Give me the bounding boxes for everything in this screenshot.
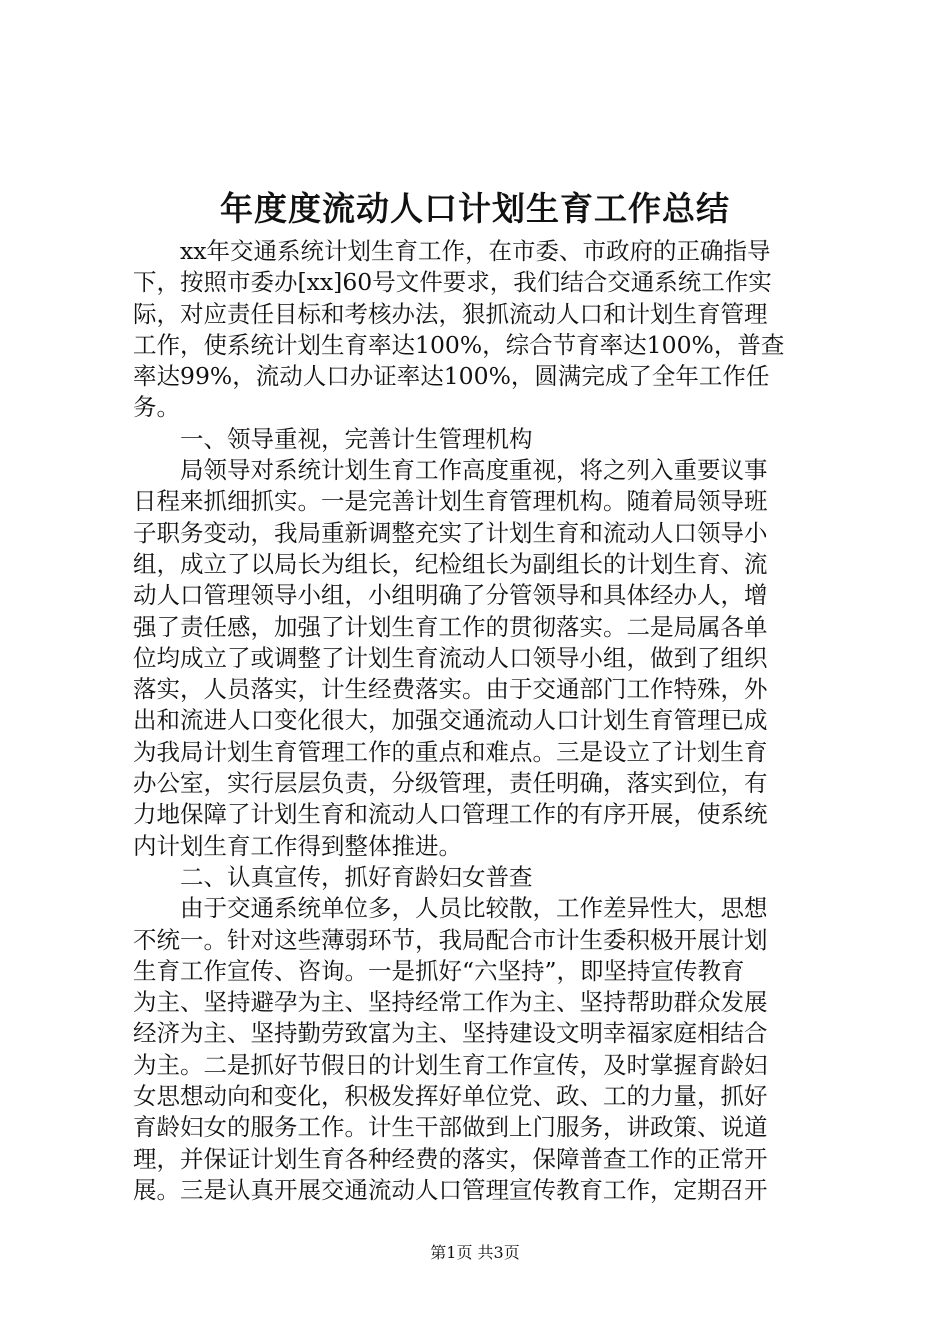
text-line: 际，对应责任目标和考核办法，狠抓流动人口和计划生育管理 — [133, 299, 768, 328]
text-line: 子职务变动，我局重新调整充实了计划生育和流动人口领导小 — [133, 518, 768, 547]
text-line: 强了责任感，加强了计划生育工作的贯彻落实。二是局属各单 — [133, 612, 768, 641]
text-line: 内计划生育工作得到整体推进。 — [133, 831, 462, 860]
text-line: 下，按照市委办[xx]60号文件要求，我们结合交通系统工作实 — [133, 268, 772, 297]
text-line: 理，并保证计划生育各种经费的落实，保障普查工作的正常开 — [133, 1144, 768, 1173]
document-title: 年度度流动人口计划生育工作总结 — [220, 189, 730, 228]
text-line: 动人口管理领导小组，小组明确了分管领导和具体经办人，增 — [133, 581, 768, 610]
text-line: 位均成立了或调整了计划生育流动人口领导小组，做到了组织 — [133, 643, 768, 672]
text-line: 为我局计划生育管理工作的重点和难点。三是设立了计划生育 — [133, 737, 768, 766]
page-footer: 第1页 共3页 — [430, 1243, 520, 1262]
text-line: 组，成立了以局长为组长，纪检组长为副组长的计划生育、流 — [133, 549, 768, 578]
text-line: 由于交通系统单位多，人员比较散，工作差异性大，思想 — [133, 894, 768, 923]
text-line: 办公室，实行层层负责，分级管理，责任明确，落实到位，有 — [133, 769, 768, 798]
text-line: 为主。二是抓好节假日的计划生育工作宣传，及时掌握育龄妇 — [133, 1050, 768, 1079]
text-line: 日程来抓细抓实。一是完善计划生育管理机构。随着局领导班 — [133, 487, 768, 516]
text-line: 展。三是认真开展交通流动人口管理宣传教育工作，定期召开 — [133, 1175, 768, 1204]
text-line: 局领导对系统计划生育工作高度重视，将之列入重要议事 — [133, 456, 768, 485]
text-line: 务。 — [133, 393, 180, 422]
text-line: 为主、坚持避孕为主、坚持经常工作为主、坚持帮助群众发展 — [133, 988, 768, 1017]
text-line: 经济为主、坚持勤劳致富为主、坚持建设文明幸福家庭相结合 — [133, 1019, 768, 1048]
text-line: 工作，使系统计划生育率达100%，综合节育率达100%，普查 — [133, 330, 785, 359]
text-line: 力地保障了计划生育和流动人口管理工作的有序开展，使系统 — [133, 800, 768, 829]
text-line: 率达99%，流动人口办证率达100%，圆满完成了全年工作任 — [133, 362, 770, 391]
text-line: 落实，人员落实，计生经费落实。由于交通部门工作特殊，外 — [133, 675, 768, 704]
text-line: 育龄妇女的服务工作。计生干部做到上门服务，讲政策、说道 — [133, 1113, 768, 1142]
text-line: 生育工作宣传、咨询。一是抓好“六坚持”，即坚持宣传教育 — [133, 956, 745, 985]
text-line: 不统一。针对这些薄弱环节，我局配合市计生委积极开展计划 — [133, 925, 768, 954]
document-body — [133, 236, 833, 1206]
text-line: 一、领导重视，完善计生管理机构 — [133, 424, 533, 453]
text-line: 出和流进人口变化很大，加强交通流动人口计划生育管理已成 — [133, 706, 768, 735]
text-line: 女思想动向和变化，积极发挥好单位党、政、工的力量，抓好 — [133, 1082, 768, 1111]
text-line: xx年交通系统计划生育工作，在市委、市政府的正确指导 — [133, 237, 771, 265]
text-line: 二、认真宣传，抓好育龄妇女普查 — [133, 862, 533, 891]
